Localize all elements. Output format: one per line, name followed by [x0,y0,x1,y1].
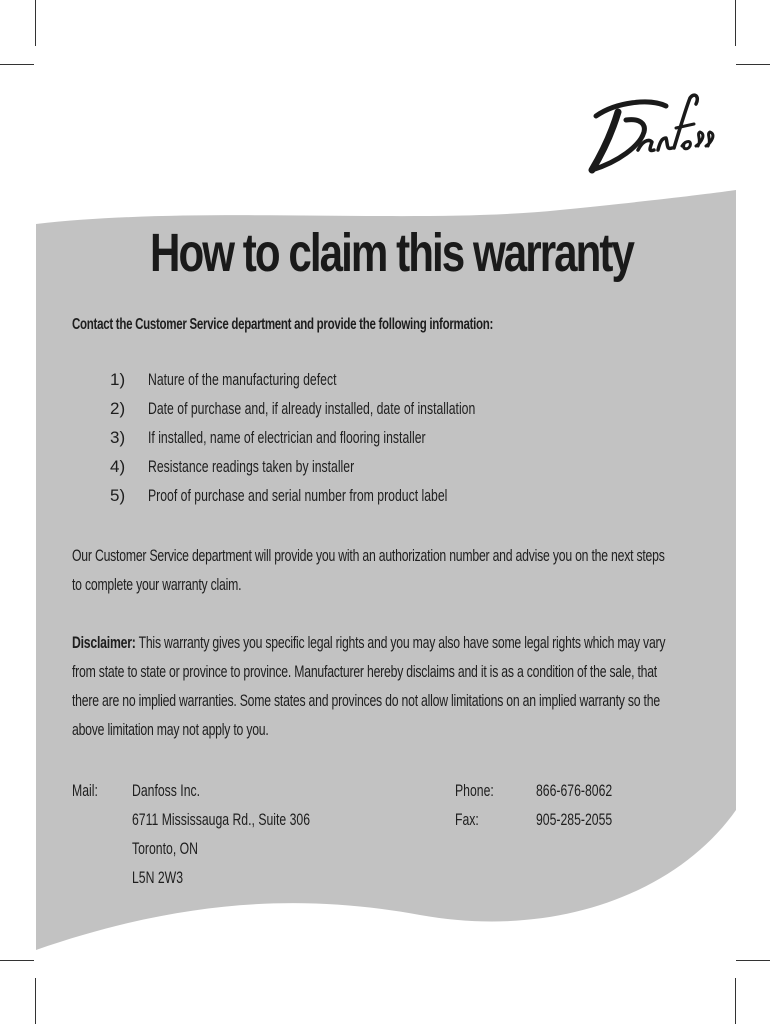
list-item-text: Proof of purchase and serial number from product label [148,486,448,505]
address-line: Toronto, ON [132,839,198,858]
customer-service-paragraph [72,541,665,599]
fax-number: 905-285-2055 [536,810,613,829]
paragraph-line: above limitation may not apply to you. [72,720,269,739]
list-item-text: Date of purchase and, if already installed, date of installation [148,399,476,418]
address-line: Danfoss Inc. [132,781,201,800]
paragraph-line: from state to state or province to province. Manufacturer hereby disclaims and it is as a condition of the sale, that [72,662,657,681]
paragraph-line: Our Customer Service department will provide you with an authorization number and advise you on the next steps [72,546,665,565]
fax-label: Fax: [455,810,479,829]
paragraph-line: there are no implied warranties. Some states and provinces do not allow limitations on an implied warranty so the [72,691,660,710]
disclaimer-text: This warranty gives you specific legal rights and you may also have some legal rights which may vary [135,633,666,652]
mailing-address [132,776,310,892]
list-item-number: 4) [110,457,126,476]
list-item-text: Resistance readings taken by installer [148,457,355,476]
list-item-number: 3) [110,428,126,447]
address-line: 6711 Mississauga Rd., Suite 306 [132,810,311,829]
phone-label: Phone: [455,781,494,800]
paragraph-line [72,628,665,657]
disclaimer-label: Disclaimer: [72,633,136,652]
page-title: How to claim this warranty [150,223,633,283]
list-item-text: If installed, name of electrician and flooring installer [148,428,426,447]
address-line: L5N 2W3 [132,868,184,887]
list-item-number: 5) [110,486,126,505]
disclaimer-paragraph [72,628,665,744]
intro-text: Contact the Customer Service department and provide the following information: [72,316,494,333]
list-item-number: 1) [110,370,126,389]
paragraph-line: to complete your warranty claim. [72,575,242,594]
phone-number: 866-676-8062 [536,781,613,800]
mail-label: Mail: [72,781,98,800]
list-item-number: 2) [110,399,126,418]
list-item-text: Nature of the manufacturing defect [148,370,337,389]
